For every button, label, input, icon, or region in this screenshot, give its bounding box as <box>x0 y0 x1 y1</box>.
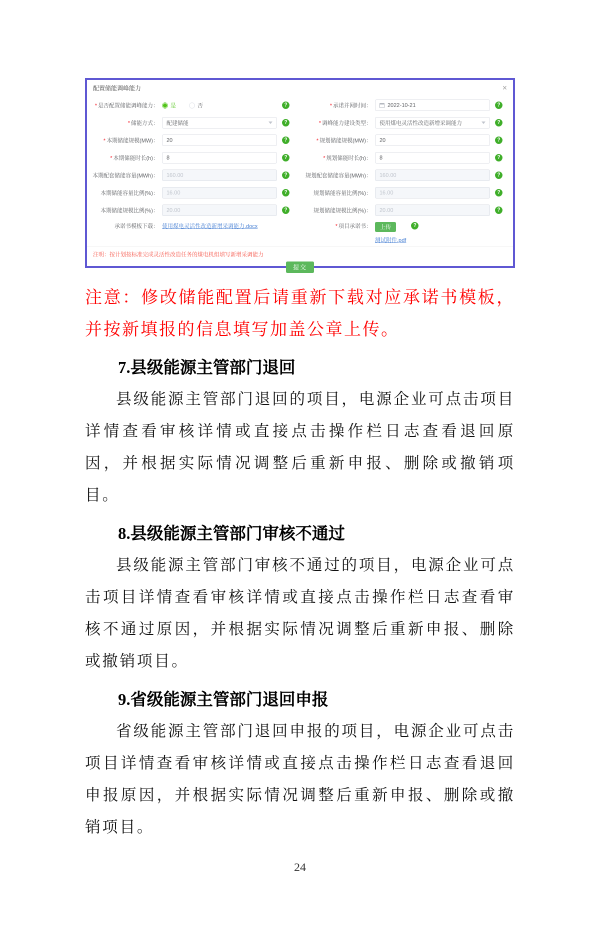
field-label: 规划配套储能容量(MWh)： <box>305 172 372 179</box>
form-cell-right <box>300 117 508 129</box>
dialog-form-rows <box>87 94 513 220</box>
field-value: 160.00 <box>166 172 184 179</box>
help-icon[interactable]: ? <box>282 189 290 197</box>
upload-cell <box>300 222 508 244</box>
field-value: 16.00 <box>379 189 394 196</box>
help-icon[interactable]: ? <box>495 119 503 127</box>
template-download-link[interactable]: 使用煤电灵活性改造新增采调能力.docx <box>162 223 258 230</box>
close-icon[interactable]: × <box>502 83 507 93</box>
section-8-body: 县级能源主管部门审核不通过的项目，电源企业可点击项目详情查看审核详情或直接点击操作栏日志查看审核不通过原因，并根据实际情况调整后重新申报、删除或撤销项目。 <box>85 557 515 670</box>
radio-button[interactable] <box>162 102 168 108</box>
form-cell-right <box>300 152 508 164</box>
form-cell-left <box>92 152 300 164</box>
help-icon[interactable]: ? <box>282 172 290 180</box>
help-icon[interactable]: ? <box>495 102 503 110</box>
page-number: 24 <box>294 860 306 874</box>
document-page <box>85 78 515 844</box>
field-value: 20.00 <box>379 207 394 214</box>
dialog-footer <box>87 246 513 273</box>
field-value: 配建储能 <box>166 120 189 127</box>
field-label: 本期储能容量比例(%)： <box>100 190 159 197</box>
required-asterisk: * <box>127 120 130 127</box>
form-cell-left <box>92 117 300 129</box>
field-value: 16.00 <box>166 189 181 196</box>
required-asterisk: * <box>323 155 326 162</box>
upload-button[interactable]: 上传 <box>375 222 396 232</box>
help-icon[interactable]: ? <box>282 102 290 110</box>
storage-config-dialog <box>87 80 513 271</box>
submit-button[interactable]: 提交 <box>286 262 314 274</box>
required-asterisk: * <box>103 137 106 144</box>
form-row <box>92 114 508 132</box>
field-label: *本期储能时长(h)： <box>110 155 159 162</box>
required-asterisk: * <box>94 102 97 109</box>
radio-option[interactable] <box>189 101 203 109</box>
help-icon[interactable]: ? <box>282 207 290 215</box>
dialog-header <box>87 80 513 94</box>
upload-label-text: 项目承诺书： <box>338 223 372 230</box>
field-label: *承诺并网时间： <box>329 102 372 109</box>
input-field <box>162 187 277 199</box>
submit-row <box>93 262 507 274</box>
date-field[interactable] <box>375 100 490 112</box>
form-cell-left <box>92 187 300 199</box>
help-icon[interactable]: ? <box>411 222 419 230</box>
section-9-heading: 9.省级能源主管部门退回申报 <box>118 690 329 709</box>
calendar-icon <box>380 103 385 108</box>
field-label: *规划储能规模(MW)： <box>316 137 372 144</box>
field-value: 2022-10-21 <box>387 102 416 109</box>
help-icon[interactable]: ? <box>495 154 503 162</box>
form-row <box>92 184 508 202</box>
form-row <box>92 132 508 150</box>
field-label: *规划储能时长(h)： <box>323 155 372 162</box>
field-value: 20.00 <box>166 207 181 214</box>
chevron-down-icon <box>269 122 273 125</box>
field-label: 规划储能容量比例(%)： <box>313 190 372 197</box>
form-cell-left <box>92 135 300 147</box>
field-label: *储能方式： <box>127 120 159 127</box>
form-row <box>92 202 508 220</box>
upload-label <box>300 222 375 230</box>
field-label: 本期储能规模比例(%)： <box>100 207 159 214</box>
chevron-down-icon <box>482 122 486 125</box>
form-cell-right <box>300 205 508 217</box>
field-label: *是否配置储能调峰能力： <box>94 102 159 109</box>
section-7-heading: 7.县级能源主管部门退回 <box>118 358 296 377</box>
radio-label: 是 <box>170 102 176 109</box>
required-asterisk: * <box>335 223 338 230</box>
field-value: 20 <box>379 137 386 144</box>
attachment-row <box>87 219 513 245</box>
notice-text: 注意：修改储能配置后请重新下载对应承诺书模板，并按新填报的信息填写加盖公章上传。 <box>85 288 515 339</box>
form-row <box>92 97 508 115</box>
upload-area <box>375 222 406 244</box>
dialog-note: 注明：按计划按标准完成灵活性改造任务的煤电机组填写新增采调能力 <box>93 252 264 258</box>
input-field <box>162 205 277 217</box>
form-cell-right <box>300 135 508 147</box>
input-field[interactable] <box>375 152 490 164</box>
section-7-body: 县级能源主管部门退回的项目，电源企业可点击项目详情查看审核详情或直接点击操作栏日志查看退回原因，并根据实际情况调整后重新申报、删除或撤销项目。 <box>85 391 515 504</box>
field-value: 20 <box>166 137 173 144</box>
field-value: 使用煤电灵活性改造新增采调能力 <box>379 120 462 127</box>
select-field[interactable] <box>162 117 277 129</box>
help-icon[interactable]: ? <box>495 137 503 145</box>
field-label: 规划储能规模比例(%)： <box>313 207 372 214</box>
section-9-body: 省级能源主管部门退回申报的项目，电源企业可点击项目详情查看审核详情或直接点击操作栏日志查看退回申报原因，并根据实际情况调整后重新申报、删除或撤销项目。 <box>85 723 515 836</box>
radio-option[interactable] <box>162 101 176 109</box>
form-cell-left <box>92 101 300 109</box>
radio-button[interactable] <box>189 102 195 108</box>
input-field <box>375 205 490 217</box>
select-field[interactable] <box>375 117 490 129</box>
dialog-title: 配置储能调峰能力 <box>93 85 142 92</box>
help-icon[interactable]: ? <box>495 189 503 197</box>
field-label: 本期配套储能容量(MWh)： <box>92 172 159 179</box>
field-value: 8 <box>166 154 170 161</box>
form-row <box>92 167 508 185</box>
help-icon[interactable]: ? <box>282 119 290 127</box>
form-cell-left <box>92 170 300 182</box>
input-field[interactable] <box>162 135 277 147</box>
required-asterisk: * <box>316 137 319 144</box>
input-field[interactable] <box>375 135 490 147</box>
help-icon[interactable]: ? <box>282 137 290 145</box>
template-download-label: 承诺书模板下载： <box>114 223 159 230</box>
required-asterisk: * <box>110 155 113 162</box>
help-icon[interactable]: ? <box>495 207 503 215</box>
field-label: *调峰能力建设类型： <box>318 120 372 127</box>
uploaded-file-link[interactable]: 测试附件.pdf <box>375 237 407 244</box>
form-cell-right <box>300 187 508 199</box>
section-8-heading: 8.县级能源主管部门审核不通过 <box>118 524 345 543</box>
form-cell-right <box>300 170 508 182</box>
radio-label: 否 <box>197 102 203 109</box>
input-field[interactable] <box>162 152 277 164</box>
field-value: 8 <box>379 154 383 161</box>
input-field <box>162 170 277 182</box>
input-field <box>375 170 490 182</box>
form-cell-left <box>92 205 300 217</box>
form-cell-right <box>300 100 508 112</box>
form-row <box>92 149 508 167</box>
dialog-screenshot <box>85 78 515 271</box>
required-asterisk: * <box>318 120 321 127</box>
help-icon[interactable]: ? <box>282 154 290 162</box>
template-download-cell <box>92 222 300 230</box>
field-label: *本期储能规模(MW)： <box>103 137 159 144</box>
required-asterisk: * <box>329 102 332 109</box>
input-field <box>375 187 490 199</box>
help-icon[interactable]: ? <box>495 172 503 180</box>
field-value: 160.00 <box>379 172 397 179</box>
radio-group <box>162 101 277 109</box>
